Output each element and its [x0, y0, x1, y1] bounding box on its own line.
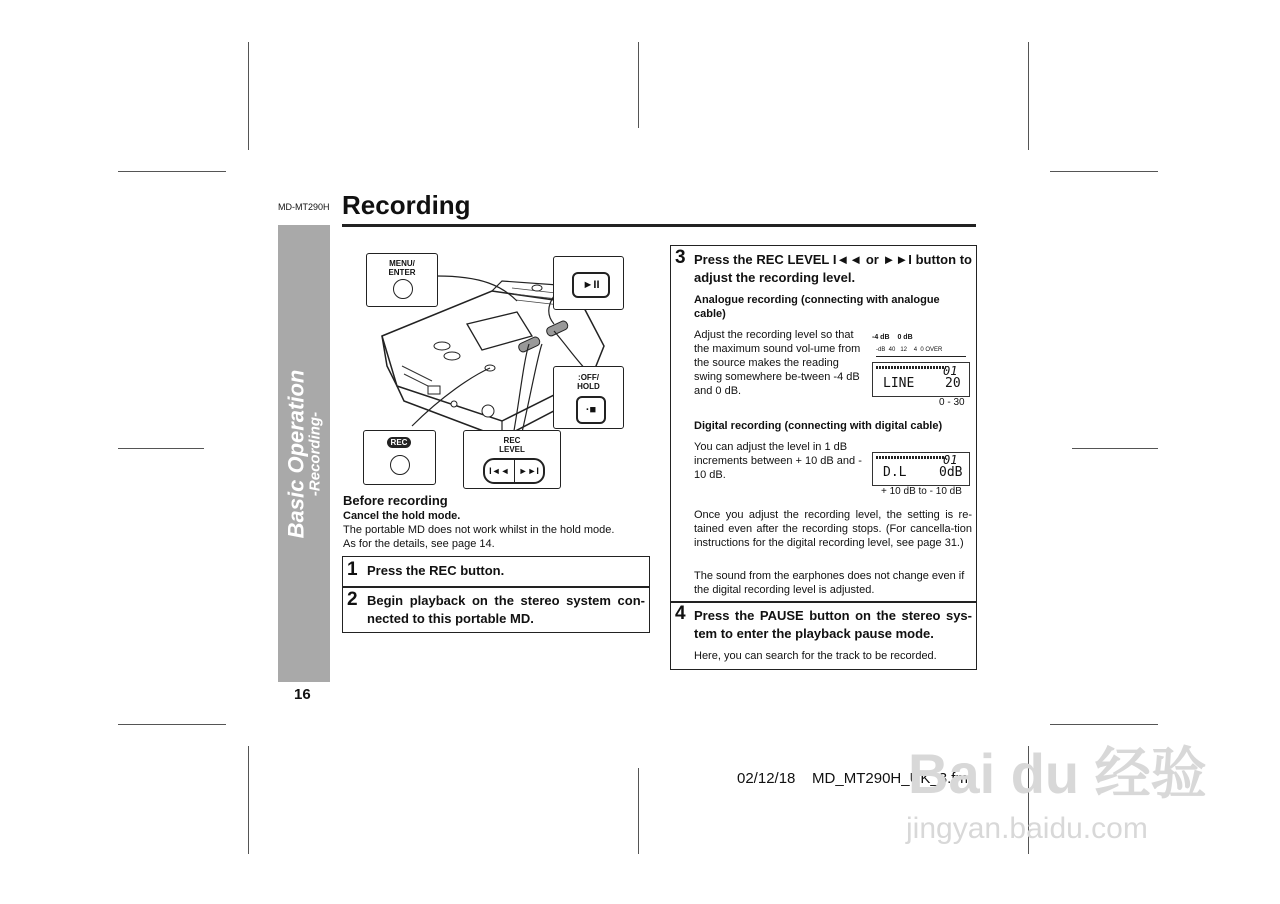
- step-2-text: Begin playback on the stereo system con-nected to this portable MD.: [367, 593, 645, 626]
- step-3-box: [670, 245, 977, 603]
- analogue-body: Adjust the recording level so that the maximum sound vol-ume from the source makes the reading swing somewhere be-tween -4 dB and 0 dB.: [694, 329, 861, 397]
- menu-enter-button-icon: [393, 279, 413, 299]
- section-sidebar: [278, 225, 330, 682]
- step-1-number: 1: [347, 559, 358, 580]
- lcd-display-analogue: [872, 362, 970, 397]
- before-recording-heading: Before recording: [343, 493, 448, 508]
- rec-level-line2: LEVEL: [499, 445, 525, 454]
- watermark-url: jingyan.baidu.com: [906, 812, 1148, 845]
- meter-0db-label: 0 dB: [897, 334, 913, 341]
- step-1-text: Press the REC button.: [367, 563, 505, 578]
- rec-level-callout: [463, 430, 561, 489]
- before-recording-text: [343, 523, 649, 551]
- crop-mark: [1050, 171, 1158, 172]
- off-hold-line2: HOLD: [577, 382, 600, 391]
- step-3-text-line2: adjust the recording level.: [694, 270, 856, 285]
- digital-heading: Digital recording (connecting with digital cable): [694, 420, 943, 432]
- menu-label: [367, 259, 437, 277]
- meter-line: [876, 356, 966, 357]
- range-analogue: 0 - 30: [939, 397, 965, 408]
- digital-body: You can adjust the level in 1 dB increments between + 10 dB and - 10 dB.: [694, 441, 862, 481]
- footer-file-info: 02/12/18 MD_MT290H_UK_3.fm: [737, 770, 968, 787]
- sidebar-sub-label: -Recording-: [306, 411, 324, 496]
- note-1: Once you adjust the recording level, the setting is re-tained even after the recording stops. (For cancella-tion instructions for the digital recording level, see page 31.): [694, 509, 972, 549]
- crop-mark: [638, 768, 639, 854]
- crop-mark: [248, 42, 249, 150]
- crop-mark: [248, 746, 249, 854]
- menu-label-line2: ENTER: [388, 268, 416, 277]
- step-4-text: Press the PAUSE button on the stereo sys-tem to enter the playback pause mode.: [694, 608, 972, 641]
- step-4-number: 4: [675, 603, 686, 624]
- before-recording-subheading: Cancel the hold mode.: [343, 510, 461, 522]
- before-line1: The portable MD does not work whilst in the hold mode.: [343, 524, 615, 536]
- lcd-a-mode: LINE: [883, 376, 915, 391]
- sidebar-main-label: Basic Operation: [283, 369, 309, 538]
- step-3-number: 3: [675, 247, 686, 268]
- step-4-body: Here, you can search for the track to be recorded.: [694, 650, 937, 662]
- rec-callout: [363, 430, 436, 485]
- step-1-box: [342, 556, 650, 588]
- step-3-text-line1: Press the REC LEVEL I◄◄ or ►►I button to: [694, 252, 972, 267]
- crop-mark: [118, 724, 226, 725]
- step-2-box: [342, 586, 650, 633]
- play-pause-callout: [553, 256, 624, 310]
- title-rule: [342, 224, 976, 227]
- step-2-number: 2: [347, 589, 358, 610]
- prev-icon: I◄◄: [485, 460, 515, 482]
- lcd-b-track: 01: [943, 453, 958, 467]
- crop-mark: [118, 448, 204, 449]
- meter-minus4-label: -4 dB: [872, 334, 890, 341]
- analogue-heading: Analogue recording (connecting with analogue cable): [694, 294, 940, 320]
- crop-mark: [1050, 724, 1158, 725]
- lcd-a-level: 20: [945, 376, 961, 391]
- sidebar-text: [283, 369, 324, 538]
- range-digital: + 10 dB to - 10 dB: [881, 486, 962, 497]
- rec-level-line1: REC: [503, 436, 521, 445]
- off-hold-callout: [553, 366, 624, 429]
- before-line2: As for the details, see page 14.: [343, 538, 495, 550]
- stop-icon: ·■: [576, 396, 606, 424]
- watermark-logo: Bai du 经验: [908, 742, 1207, 805]
- model-number: MD-MT290H: [278, 202, 330, 212]
- step-4-box: [670, 601, 977, 670]
- crop-mark: [118, 171, 226, 172]
- meter-scale: -dB 40 12 4 0 OVER: [876, 347, 943, 353]
- lcd-b-level: 0dB: [939, 465, 963, 480]
- page-number: 16: [294, 686, 311, 703]
- level-bar: [876, 366, 946, 369]
- meter-label-a: [872, 334, 913, 341]
- crop-mark: [1072, 448, 1158, 449]
- lcd-b-mode: D.L: [883, 465, 907, 480]
- rec-level-rocker: [483, 458, 545, 484]
- rec-badge: REC: [387, 437, 411, 448]
- next-icon: ►►I: [518, 466, 539, 476]
- play-pause-icon: ►II: [572, 272, 610, 298]
- off-hold-line1: :OFF/: [578, 373, 599, 382]
- off-hold-label: [554, 373, 623, 391]
- rec-button-icon: [390, 455, 410, 475]
- page-title: Recording: [342, 190, 471, 220]
- crop-mark: [638, 42, 639, 128]
- rec-level-label: [464, 436, 560, 454]
- crop-mark: [1028, 42, 1029, 150]
- note-2: The sound from the earphones does not change even if the digital recording level is adjusted.: [694, 570, 965, 596]
- menu-enter-callout: [366, 253, 438, 307]
- level-bar-digital: [876, 456, 946, 459]
- lcd-a-track: 01: [943, 364, 958, 378]
- lcd-display-digital: [872, 452, 970, 486]
- menu-label-line1: MENU/: [389, 259, 415, 268]
- step-3-text: [694, 251, 972, 287]
